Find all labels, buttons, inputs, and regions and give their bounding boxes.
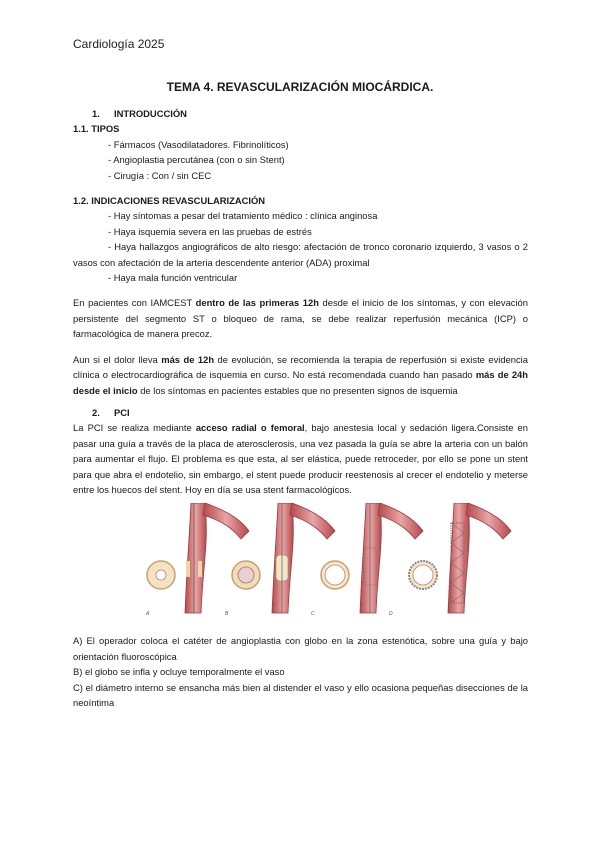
caption-c: C) el diámetro interno se ensancha más bien al distender el vaso y ello ocasiona pequeñas disecciones de la neoíntima [73, 681, 528, 708]
vessel-c [360, 503, 381, 613]
panel-c [321, 503, 423, 613]
caption-b: B) el globo se infla y ocluye temporalmente el vaso [73, 666, 285, 678]
list-item: - Angioplastia percutánea (con o sin Stent) [108, 154, 285, 166]
caption-a: A) El operador coloca el catéter de angioplastia con globo en la zona estenótica, sobre una guía y bajo orientación fluoroscópica [73, 635, 528, 662]
list-item: - Fármacos (Vasodilatadores. Fibrinolíticos) [108, 138, 289, 150]
document-body [73, 106, 528, 710]
figure-label-a: A [146, 611, 150, 618]
figure-label-b: B [225, 611, 229, 618]
subsection-heading-indicaciones: 1.2. INDICACIONES REVASCULARIZACIÓN [73, 195, 266, 207]
paragraph-iamcest: En pacientes con IAMCEST dentro de las primeras 12h desde el inicio de los síntomas, y con elevación persistente del segmento ST o bloqueo de rama, se debe realizar reperfusión mecánica (ICP) o farmacológica de manera precoz. [73, 297, 528, 340]
list-item: - Hay síntomas a pesar del tratamiento médico : clínica anginosa [108, 210, 378, 222]
list-item: - Cirugía : Con / sin CEC [108, 169, 212, 181]
list-item: - Haya hallazgos angiográficos de alto riesgo: afectación de tronco coronario izquierdo, 3 vasos o 2 vasos con afectación de la arteria descendente anterior (ADA) proximal [73, 241, 528, 268]
angioplasty-figure [73, 503, 528, 623]
panel-a [147, 503, 249, 613]
page-header: Cardiología 2025 [73, 37, 165, 51]
figure-label-d: D [389, 611, 393, 618]
panel-b [232, 503, 335, 613]
panel-d [409, 503, 511, 613]
paragraph-pci: La PCI se realiza mediante acceso radial o femoral, bajo anestesia local y sedación ligera.Consiste en pasar una guía a través de la placa de aterosclerosis, una vez pasada la guía se abre la arteria con un balón para aumentar el flujo. El problema es que esta, al ser elástica, puede retroceder, por ello se pone un stent para que abra el endotelio, sin embargo, el stent puede producir reestenosis al crecer el endotelio y meterse entre los huecos del stent. Hoy en día se usa stent farmacológicos. [73, 422, 528, 495]
subsection-heading-tipos: 1.1. TIPOS [73, 123, 120, 135]
vessel-a [185, 503, 206, 613]
section-heading-introduccion: 1. INTRODUCCIÓN [92, 108, 187, 119]
page-title: TEMA 4. REVASCULARIZACIÓN MIOCÁRDICA. [166, 80, 434, 94]
list-item: - Haya isquemia severa en las pruebas de estrés [108, 225, 312, 237]
section-heading-pci: 2. PCI [92, 406, 130, 418]
angioplasty-illustration [73, 503, 528, 623]
figure-label-c: C [311, 611, 315, 618]
list-item: - Haya mala función ventricular [108, 272, 238, 284]
paragraph-reperfusion: Aun si el dolor lleva más de 12h de evolución, se recomienda la terapia de reperfusión si existe evidencia clínica o electrocardiográfica de isquemia en curso. No está recomendada cuando han pasado más de 24h desde el inicio de los síntomas en pacientes estables que no presenten signos de isquemia [73, 353, 528, 396]
